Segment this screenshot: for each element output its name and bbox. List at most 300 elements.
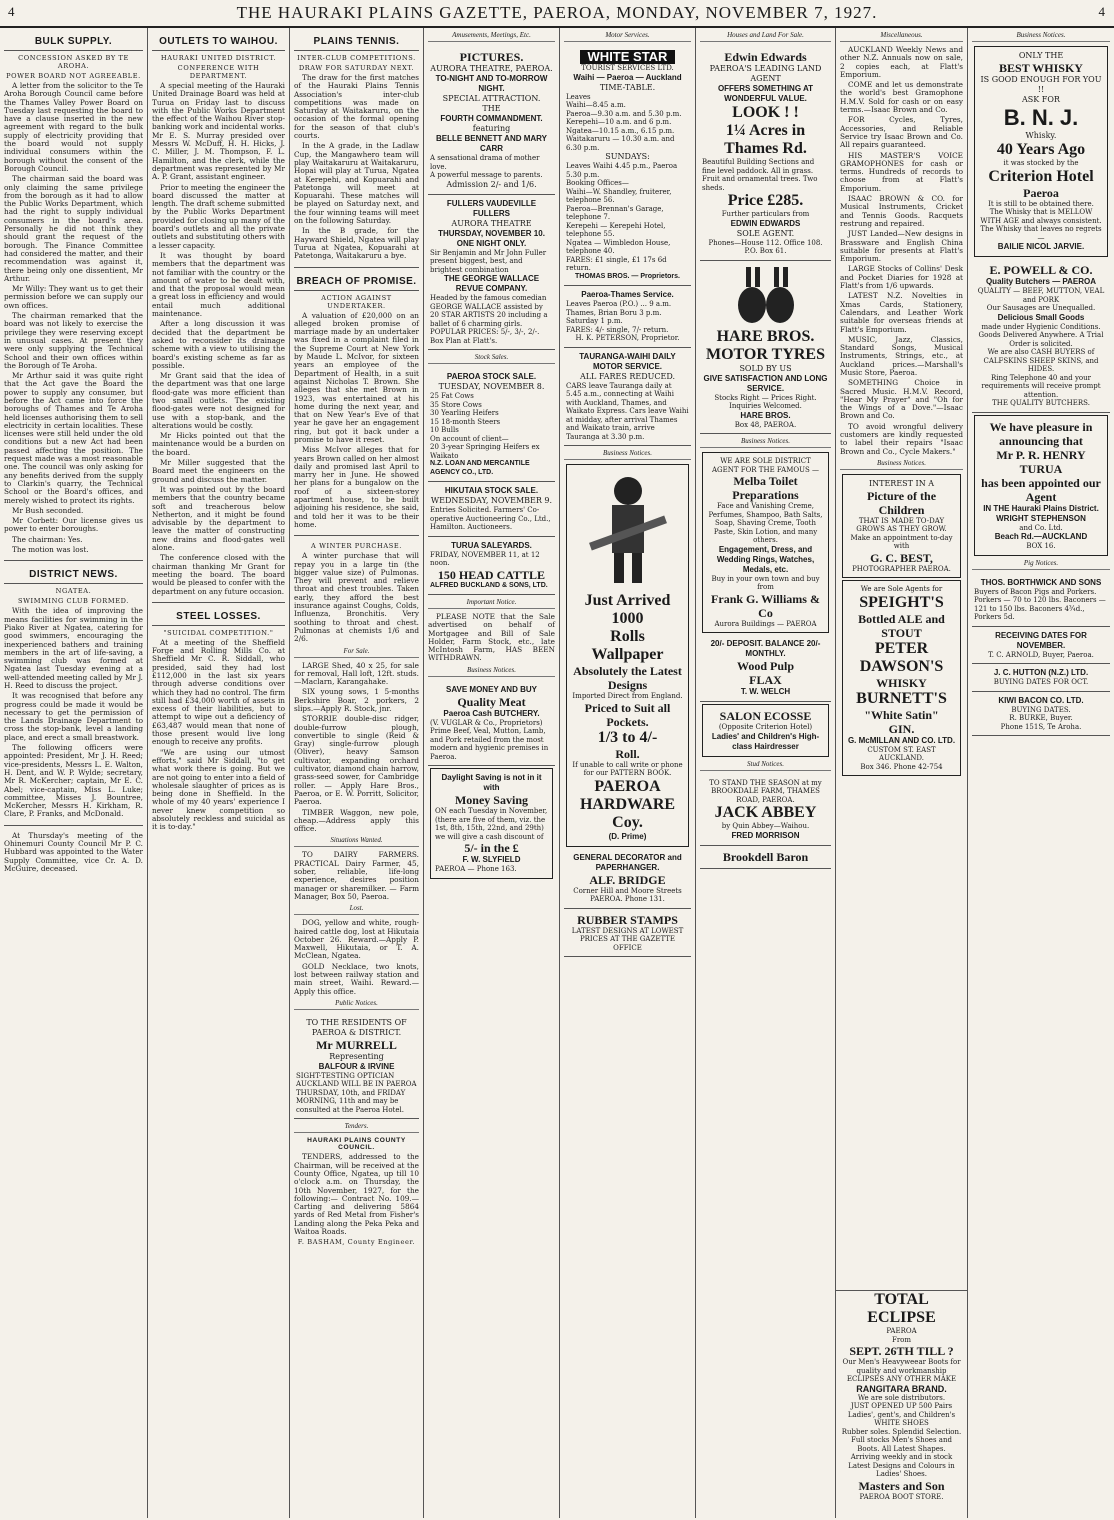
- ad-text: SUNDAYS:: [605, 152, 650, 161]
- column-outlets: [148, 28, 290, 1518]
- paragraph: At a meeting of the Sheffield Forge and Rolling Mills Co. at Sheffield Mr C. R. Siddall, who presided, said they had lost £112,000 in the last six years through adverse conditions over which they had no control. The firm still had £34,000 worth of assets in excess of their liabilities, but to attempt to wipe out a deficiency of £63,487 would mean that none of those present would live long enough to receive any profits.: [152, 637, 285, 747]
- ad-title: Wood Pulp: [736, 659, 795, 673]
- ad-text: Quality Butchers — PAEROA: [985, 277, 1097, 286]
- paragraph: Mr Bush seconded.: [12, 505, 84, 515]
- ad-title: Quality Meat: [457, 694, 526, 709]
- ad-text: Further particulars from: [721, 210, 810, 218]
- masthead: [0, 0, 1114, 28]
- classified: JUST Landed—New designs in Brassware and English China suitable for presents at Flatt's Emporium.: [840, 229, 963, 264]
- ad-text: From: [891, 1335, 912, 1344]
- subheading: DRAW FOR SATURDAY NEXT.: [298, 64, 415, 72]
- bnj-whisky-ad: [974, 46, 1108, 257]
- list-item: 25 Fat Cows: [430, 392, 474, 400]
- ad-title: BURNETT'S: [856, 689, 947, 707]
- ad-title: PAEROA STOCK SALE.: [446, 372, 537, 381]
- list-item: Ngatea — Wimbledon House, telephone 40.: [566, 238, 671, 255]
- section-label: Business Notices.: [972, 31, 1110, 42]
- paragraph: Miss McIvor alleges that for years Brown called on her almost daily and promised last April to marry her in June. He showed her plans for a bungalow on the roof of a sixteen-storey apartment house, to be built adjoining his residence, she said, and told her it was to be their home.: [294, 445, 419, 529]
- rubber-stamps-ad: [564, 909, 691, 958]
- ad-title: SALON ECOSSE: [719, 709, 812, 723]
- powell-ad: [972, 259, 1110, 413]
- ad-text: Arriving weekly and in stock Latest Designs and Colours in Ladies' Shoes.: [848, 1453, 955, 1478]
- list-item: Waihi—8.45 a.m.: [566, 101, 626, 109]
- ad-title: MOTOR TYRES: [706, 345, 825, 363]
- ad-text: THOMAS BROS. — Proprietors.: [574, 272, 680, 280]
- ad-title: GENERAL DECORATOR and PAPERHANGER.: [573, 852, 682, 872]
- ad-text: QUALITY — BEEF, MUTTON, VEAL and PORK: [977, 287, 1105, 304]
- ad-text: CARS leave Tauranga daily at 5.45 a.m., connecting at Waihi with Auckland, Thames, and Waikato Express. Cars leave Waihi at midday, after arrival Thames and Waikato train, arrive Tauranga at 3.30 p.m.: [566, 381, 689, 441]
- ad-text: Roll.: [615, 746, 640, 761]
- ad-title: Edwin Edwards: [724, 50, 807, 64]
- paragraph: The motion was lost.: [12, 545, 89, 555]
- hikutaia-ad: [428, 482, 555, 537]
- ad-text: Full stocks Men's Shoes and Boots. All Latest Shapes.: [851, 1436, 952, 1453]
- ad-text: Leaves Waihi 4.45 p.m., Paeroa 5.30 p.m.: [566, 162, 678, 179]
- ad-text: has been appointed our Agent: [981, 475, 1101, 504]
- ad-firm: PAEROA HARDWARE Coy.: [579, 777, 676, 831]
- slyfield-ad: [430, 768, 553, 879]
- ad-text: AURORA THEATRE: [451, 218, 532, 228]
- stock-sale-ad: [428, 368, 555, 482]
- ad-text: IN THE Hauraki Plains District.: [983, 503, 1099, 513]
- section-label: Stud Notices.: [700, 760, 831, 771]
- ad-text: AURORA THEATRE, PAEROA.: [430, 64, 553, 73]
- ad-text: FARES: £1 single, £1 17s 6d return.: [566, 255, 667, 272]
- ad-text: OFFERS SOMETHING AT WONDERFUL VALUE.: [717, 84, 814, 103]
- ad-text: Booking Offices—: [566, 179, 629, 187]
- ad-text: H. K. PETERSON, Proprietor.: [575, 334, 680, 342]
- classified: SIX young sows, 1 5-months Berkshire Boar, 2 porkers, 2 slips.—Apply R. Stock, jnr.: [294, 687, 419, 713]
- list-item: Waitakaruru — 10.30 a.m. and 6.30 p.m.: [566, 135, 675, 152]
- ad-text: Box 346. Phone 42-754: [860, 762, 943, 771]
- section-label: Important Notice.: [428, 598, 555, 609]
- decorator-ad: [564, 849, 691, 909]
- list-item: 20 3-year Springing Heifers ex Waikato: [430, 443, 540, 460]
- page-number-right: 4: [1098, 4, 1106, 19]
- ad-title: Paeroa-Thames Service.: [581, 290, 674, 299]
- subheading: INTER-CLUB COMPETITIONS.: [297, 54, 416, 62]
- ad-text: FRIDAY, NOVEMBER 11, at 12 noon.: [430, 550, 540, 567]
- classified: DOG, yellow and white, rough-haired cattle dog, lost at Hikutaia October 26. Reward.—Apply P. Maxwell, Hikutaia, or T. A. McClean, Ngatea.: [294, 918, 419, 961]
- ad-text: PAEROA BOOT STORE.: [859, 1492, 944, 1501]
- ad-price: Price £285.: [727, 192, 804, 209]
- borthwick-ad: [972, 574, 1110, 627]
- ad-text: "White Satin": [864, 707, 939, 722]
- ad-title: B. N. J.: [1003, 105, 1079, 130]
- ad-text: (Opposite Criterion Hotel): [718, 723, 813, 731]
- paragraph: TENDERS, addressed to the Chairman, will be received at the County Office, Ngatea, up till 10 o'clock a.m. on Thursday, the 10th November, 1927, for the following:— Contract No. 109.—Carting and delivering 5864 yards of Red Metal from Fisher's Landing along the Peka Peka and Waitoa Roads.: [294, 1152, 419, 1237]
- ad-text: BUYING DATES FOR OCT.: [993, 678, 1089, 686]
- place-name: NGATEA.: [55, 587, 92, 596]
- classified: STORRIE double-disc ridger, double-furrow plough, convertible to single (Reid & Gray) single-furrow plough (Oliver), heavy Samson cultivator, expanding orchard cultivator, diamond chain harrow, grass-seed sower, for Cambridge roller. — Apply Hare Bros., Paeroa, or E. W. Porritt, Solicitor, Paeroa.: [294, 714, 419, 807]
- list-item: 10 Bulls: [430, 426, 459, 434]
- optician-ad: [294, 1014, 419, 1120]
- hare-bros-ad: [700, 261, 831, 435]
- subheading: CONFERENCE WITH DEPARTMENT.: [177, 64, 260, 80]
- ad-text: Admission 2/- and 1/6.: [446, 179, 537, 189]
- headline: STEEL LOSSES.: [152, 611, 285, 626]
- ad-title: Melba Toilet Preparations: [732, 474, 799, 502]
- paragraph: A valuation of £20,000 on an alleged broken promise of marriage made by an undertaker was fixed in a complaint filed in the Supreme Court at New York by Maude L. McIvor, for sixteen years an employee of the Department of Health, in a suit against Nicholas T. Brown. She alleges that she met Brown in 1923, was entertained at his home during the next year, and that on New Year's Eve of that year he gave her an engagement ring, but got it back under a promise to have it reset.: [294, 310, 419, 444]
- ad-text: We are also CASH BUYERS of CALFSKINS SHEEP SKINS, and HIDES.: [983, 348, 1099, 373]
- ad-text: PHOTOGRAPHER PAEROA.: [852, 564, 951, 573]
- headline: BREACH OF PROMISE.: [294, 276, 419, 291]
- ad-text: featuring: [472, 124, 511, 133]
- list-item: 35 Store Cows: [430, 400, 482, 409]
- ad-title: TAURANGA-WAIHI DAILY MOTOR SERVICE.: [579, 351, 676, 371]
- column-houses-land: [696, 28, 836, 1518]
- ad-text: Headed by the famous comedian GEORGE WALLACE assisted by 20 STAR ARTISTS 20 including a ballet of 6 charming girls.: [430, 294, 548, 328]
- ad-text: Phones—House 112. Office 108. P.O. Box 61.: [708, 238, 823, 255]
- ad-text: JUST OPENED UP 500 Pairs Ladies', gent's, and Children's WHITE SHOES: [847, 1402, 956, 1427]
- section-label: Motor Services.: [564, 31, 691, 42]
- thames-service-ad: [564, 286, 691, 348]
- ad-text: SEPT. 26TH TILL ?: [849, 1344, 954, 1358]
- ad-text: CUSTOM ST. EAST AUCKLAND.: [867, 745, 936, 763]
- ad-name: ALF. BRIDGE: [589, 872, 666, 887]
- paragraph: It was recognised that before any progress could be made it would be necessary to get the permission of the Lands Drainage Department to cross the stop-bank, level a landing place, and erect a small breastwork.: [4, 691, 143, 742]
- ad-text: Box 48, PAEROA.: [734, 420, 797, 429]
- ad-title: PICTURES.: [459, 50, 524, 64]
- ad-text: Stocks Right — Prices Right. Inquiries Welcomed.: [714, 393, 817, 410]
- ad-name: T. W. WELCH: [740, 687, 791, 696]
- kiwi-bacon-ad: [972, 692, 1110, 737]
- ad-title: KIWI BACON CO. LTD.: [998, 695, 1084, 705]
- ad-text: If unable to call write or phone for our PATTERN BOOK.: [572, 760, 683, 777]
- paragraph: The conference closed with the chairman thanking Mr Grant for meeting the board. The board would be pleased to confer with the department on any future occasion.: [152, 553, 285, 596]
- ad-text: PAEROA: [886, 1327, 917, 1335]
- ad-text: ONLY THE: [1018, 51, 1064, 60]
- ad-text: THE GEORGE WALLACE REVUE COMPANY.: [443, 274, 540, 293]
- section-label: Pig Notices.: [972, 559, 1110, 570]
- ad-text: Whisky.: [1025, 131, 1057, 140]
- paragraph: Mr Grant said that the idea of the department was that one large flood-gate was more efficient than two small outlets. The existing flood-gates were not designed for use with a stop-bank, and the alterations would be costly.: [152, 371, 285, 430]
- paragraph: The draw for the first matches of the Hauraki Plains Tennis Association's inter-club competitions was made on Saturday at Waitakaruru, on the occasion of the formal opening for the season of that club's courts.: [294, 73, 419, 141]
- section-label: Stock Sales.: [428, 353, 555, 364]
- list-item: Paeroa—Brennan's Garage, telephone 7.: [566, 204, 664, 221]
- ad-name: Mr P. R. HENRY TURUA: [996, 447, 1086, 476]
- ad-text: ALL FARES REDUCED.: [579, 371, 676, 381]
- section-label: Miscellaneous.: [840, 31, 963, 42]
- hutton-ad: [972, 664, 1110, 692]
- paragraph: Mr Hicks pointed out that the maintenance would be a burden on the board.: [152, 431, 285, 457]
- ad-text: 40 Years Ago: [996, 141, 1086, 158]
- ad-text: Ring Telephone 40 and your requirements will receive prompt attention.: [981, 373, 1101, 399]
- ad-firm: BAILIE NICOL JARVIE.: [997, 242, 1085, 251]
- fullers-ad: [428, 195, 555, 351]
- ad-title: PETER DAWSON'S: [859, 639, 944, 675]
- ad-text: BOX 16.: [1026, 542, 1056, 550]
- section-label: Tenders.: [294, 1122, 419, 1133]
- list-item: Ngatea—10.15 a.m., 6.15 p.m.: [566, 126, 675, 135]
- ad-firm: BALFOUR & IRVINE: [318, 1061, 395, 1071]
- ad-text: 150 HEAD CATTLE: [437, 567, 546, 582]
- paragraph: With the idea of improving the means facilities for swimming in the Piako River at Ngatea, catering for good swimmers, encouraging the inexperienced bathers and training members in the art of life-saving, a swimming club was formed at Ngatea last Tuesday evening at a well-attended meeting called by Mr J. H. Reed to discuss the project.: [4, 606, 143, 690]
- ad-text: SAVE MONEY AND BUY: [446, 684, 537, 694]
- ad-name: G. C. BEST,: [870, 550, 933, 565]
- ad-text: THURSDAY, NOVEMBER 10. ONE NIGHT ONLY.: [438, 228, 545, 248]
- ad-text: Make an appointment to-day with: [850, 533, 953, 551]
- headline: PLAINS TENNIS.: [294, 36, 419, 51]
- ad-text: (D. Prime): [608, 831, 647, 841]
- ad-title: Picture of the Children: [866, 488, 937, 517]
- ad-text: Delicious Small Goods: [997, 312, 1085, 322]
- ad-text: BUYING DATES.: [1011, 705, 1071, 714]
- ad-firm: G. McMILLAN AND CO. LTD.: [847, 735, 956, 745]
- classified: TO DAIRY FARMERS. PRACTICAL Dairy Farmer, 45, sober, reliable, life-long experience, desires position manager or sharemilker. — Farm Manager, Box 50, Paeroa.: [294, 850, 419, 901]
- ad-text: It is still to be obtained there.: [988, 199, 1094, 208]
- ad-title: We have pleasure in announcing that: [989, 419, 1093, 448]
- classified: LATEST N.Z. Novelties in Xmas Cards, Stationery, Calendars, and Leather Work suitable for overseas friends at Flatt's Emporium.: [840, 291, 963, 334]
- turua-ad: [428, 537, 555, 596]
- edwards-ad: [700, 46, 831, 261]
- ad-text: 20/- DEPOSIT. BALANCE 20/- MONTHLY.: [710, 639, 821, 658]
- ad-text: BELLE BENNETT AND MARY CARR: [436, 134, 547, 153]
- ad-text: ASK FOR: [1022, 95, 1060, 104]
- paragraph: The chairman remarked that the board was not likely to exercise the privilege they were reserving except in unusual cases. At present they were only supplying the Technical School and their own offices within the Borough of Te Aroha.: [4, 311, 143, 370]
- classified: MUSIC, Jazz, Classics, Standard Songs, Musical Instruments, Strings, etc., at Auckland prices.—Marshall's Music Store, Paeroa.: [840, 334, 963, 377]
- ad-text: Bottled ALE and STOUT: [858, 611, 945, 640]
- headline: OUTLETS TO WAIHOU.: [152, 36, 285, 51]
- ad-title: HIKUTAIA STOCK SALE.: [444, 486, 539, 495]
- ad-firm: WRIGHT STEPHENSON: [996, 513, 1086, 523]
- ad-text: Corner Hill and Moore Streets PAEROA. Phone 131.: [573, 886, 682, 903]
- ad-title: SPEIGHT'S: [859, 593, 944, 611]
- ad-text: 5/- in the £: [464, 841, 519, 856]
- list-item: Kerepehi—10 a.m. and 6 p.m.: [566, 118, 672, 126]
- paragraph: Prior to meeting the engineer the board discussed the matter at length. The draft scheme submitted by the Public Works Department provided for closing up many of the board's outlets and all the private outlets and substituting others with a lesser capacity.: [152, 182, 285, 250]
- ad-text: WE ARE SOLE DISTRICT AGENT FOR THE FAMOUS —: [711, 457, 820, 474]
- salon-ad: [702, 704, 829, 757]
- column-business: [968, 28, 1114, 1518]
- ad-text: WEDNESDAY, NOVEMBER 9.: [430, 496, 553, 505]
- ad-title: E. POWELL & CO.: [989, 263, 1093, 277]
- headline: DISTRICT NEWS.: [4, 569, 143, 584]
- section-label: Public Notices.: [294, 999, 419, 1010]
- ad-text: GIN.: [888, 721, 915, 736]
- list-item: 30 Yearling Heifers: [430, 409, 499, 417]
- ad-heading: TO THE RESIDENTS OF PAEROA & DISTRICT.: [306, 1017, 407, 1037]
- ad-text: WHISKY: [876, 675, 927, 690]
- ad-name: Mr MURRELL: [316, 1037, 397, 1052]
- ad-text: Sir Benjamin and Mr John Fuller present biggest, best, and brightest combination: [430, 248, 547, 274]
- ad-text: Phone 151S, Te Aroha.: [1000, 722, 1082, 731]
- ad-text: ALFRED BUCKLAND & SONS, LTD.: [430, 581, 548, 589]
- list-item: 15 18-month Steers: [430, 417, 501, 426]
- ad-text: Leaves Paeroa (P.O.) ... 9 a.m. Thames, Brian Boru 3 p.m. Saturday 1 p.m.: [566, 300, 672, 325]
- section-label: Business Notices.: [564, 449, 691, 460]
- ad-text: Money Saving: [454, 793, 528, 808]
- ad-text: 1000: [611, 610, 644, 627]
- ad-text: Criterion Hotel: [988, 167, 1094, 185]
- section-label: For Sale.: [294, 647, 419, 658]
- paragraph: The following officers were appointed: President, Mr J. H. Reed; vice-presidents, Messrs L. E. Walton, H. Dent, and W. P. Wylde; secretary, Mr R. McKercher; captain, Mr E. C. Abel; vice-captain, Miss L. Luke; committee, Misses J. Bountree, McKercher, Messrs H. Kirkham, R. Clare, P. Franks, and McDonald.: [4, 743, 143, 819]
- ad-text: made under Hygienic Conditions.: [981, 322, 1101, 331]
- ad-body: SIGHT-TESTING OPTICIAN AUCKLAND WILL BE IN PAEROA THURSDAY, 10th, and FRIDAY MORNING, 11th and may be consulted at the Paeroa Hotel.: [296, 1071, 417, 1114]
- ad-title: RUBBER STAMPS: [577, 912, 678, 927]
- ad-title: FULLERS VAUDEVILLE FULLERS: [446, 198, 537, 218]
- paragraph: PLEASE NOTE that the Sale advertised on behalf of Mortgagee and Bill of Sale Holder, Farm Stock, etc., late McIntosh Farm, HAS BEEN WITHDRAWN.: [428, 612, 555, 663]
- ad-text: it was stocked by the: [1003, 159, 1079, 167]
- ad-title: TURUA SALEYARDS.: [451, 540, 532, 550]
- ad-text: HARE BROS.: [740, 410, 791, 420]
- film-title: FOURTH COMMANDMENT.: [440, 114, 543, 123]
- section-label: Business Notices.: [840, 459, 963, 470]
- ad-title: Just Arrived: [584, 592, 671, 609]
- ad-text: SPECIAL ATTRACTION.: [442, 94, 541, 103]
- ad-title: FLAX: [749, 673, 782, 687]
- ad-text: EDWIN EDWARDS: [730, 218, 801, 228]
- flax-ad: [700, 635, 831, 702]
- paragraph: A special meeting of the Hauraki United Drainage Board was held at Turua on Friday last to discuss with the Public Works Department the effect of the Waihou River stop-banking work and incidental works. Mr E. S. Murray presided over Messrs W. McDuff, H. H. Hicks, J. C. Miller, J. M. Thompson, F. L. Hamilton, and the clerk, while the department was represented by Mr A. P. Grant, assistant engineer.: [152, 81, 285, 182]
- list-item: Waihi—W. Shandley, fruiterer, telephone 56.: [566, 187, 672, 204]
- classified: TIMBER Waggon, new pole, cheap.—Address apply this office.: [294, 807, 419, 834]
- section-label: Business Notices.: [428, 666, 555, 677]
- column-bulk-supply: [0, 28, 148, 1518]
- ad-text: PAEROA'S LEADING LAND AGENT: [709, 64, 822, 83]
- ad-text: by Quin Abbey—Waihou.: [721, 822, 810, 830]
- section-label: Houses and Land For Sale.: [700, 31, 831, 42]
- subheading: HAURAKI UNITED DISTRICT.: [160, 54, 277, 62]
- subheading: "SUICIDAL COMPETITION.": [163, 628, 274, 637]
- ad-text: A powerful message to parents.: [430, 171, 543, 179]
- section-label: Lost.: [294, 904, 419, 915]
- classified: LARGE Stocks of Collins' Desk and Pocket Diaries for 1928 at Flatt's from 1/6 upwards.: [840, 264, 963, 291]
- ad-text: 1¼ Acres in Thames Rd.: [724, 122, 807, 157]
- ad-text: N.Z. LOAN AND MERCANTILE AGENCY CO., LTD.: [430, 460, 530, 476]
- ad-text: The Whisky that is MELLOW WITH AGE and always consistent.: [980, 208, 1102, 225]
- list-item: On account of client—: [430, 434, 509, 443]
- classified: HIS MASTER'S VOICE GRAMOPHONES for cash or terms. Hundreds of records to choose from at Flatt's Emporium.: [840, 150, 963, 193]
- paragraph: The chairman said the board was only claiming the same privilege from the borough as it had to allow the Public Works Department, which had the right to supply individual consumers in the board's area. Personally he did not think they should grant the request of the borough. The Finance Committee had considered the matter, and their recommendation was against it, there being only one dissentient, Mr Arthur.: [4, 174, 143, 283]
- paragraph: After a long discussion it was decided that the department be asked to reconsider its drainage scheme with a view to utilising the board's existing scheme as far as possible.: [152, 319, 285, 370]
- ad-text: We are Sole Agents for: [860, 585, 943, 594]
- section-label: Amusements, Meetings, Etc.: [428, 31, 555, 42]
- wright-stephenson-ad: [974, 415, 1108, 556]
- classified: GOLD Necklace, two knots, lost between railway station and main street, Waihi. Reward.—Apply this office.: [294, 961, 419, 996]
- ad-title: RECEIVING DATES FOR NOVEMBER.: [995, 630, 1087, 650]
- wallpaper-ad: [566, 464, 689, 847]
- ad-text: Goods Delivered Anywhere. A Trial Order is solicited.: [978, 331, 1104, 348]
- classified: TO avoid wrongful delivery customers are kindly requested to label their repairs "Isaac Brown and Co., Cycle Makers.": [840, 421, 963, 456]
- classified: ISAAC BROWN & CO. for Musical Instruments, Cricket and Tennis Goods. Racquets restrung and repaired.: [840, 194, 963, 228]
- subheading: CONCESSION ASKED BY TE AROHA.: [18, 54, 129, 70]
- column-amusements: [424, 28, 560, 1518]
- ad-title: Brookdell Baron: [722, 849, 809, 864]
- ad-text: Priced to Suit all Pockets.: [584, 700, 671, 729]
- column-tennis: [290, 28, 424, 1518]
- ad-text: Our Men's Heavyweear Boots for quality and workmanship ECLIPSES ANY OTHER MAKE: [842, 1358, 961, 1383]
- ad-text: The Whisky that leaves no regrets—: [980, 225, 1102, 242]
- ad-title: THOS. BORTHWICK AND SONS: [980, 577, 1102, 587]
- tenders-heading: HAURAKI PLAINS COUNTY COUNCIL.: [307, 1137, 406, 1152]
- ad-text: Ladies' and Children's High-class Hairdresser: [711, 731, 820, 751]
- paragraph: Mr Corbett: Our license gives us power to enter boroughs.: [4, 516, 143, 534]
- ad-firm: HARE BROS.: [716, 327, 815, 345]
- masthead-title: THE HAURAKI PLAINS GAZETTE, PAEROA, MONDAY, NOVEMBER 7, 1927.: [236, 3, 878, 22]
- baron-ad: [700, 846, 831, 869]
- paragraph: A winter purchase that will repay you in a large tin (the bigger value size) of Pulmonas. They will prevent and relieve throat and chest troubles. Taken early, they afford the best insurance against Coughs, Colds, Influenza, Bronchitis. Very soothing to throat and chest. Pulmonas at chemists 1/6 and 2/6.: [294, 551, 419, 644]
- ad-price: 1/3 to 4/-: [597, 728, 658, 746]
- ad-text: PAEROA — Phone 163.: [435, 865, 517, 874]
- ad-text: TUESDAY, NOVEMBER 8.: [438, 382, 545, 391]
- ad-text: BEST WHISKY: [999, 61, 1083, 75]
- eclipse-ad: [836, 1290, 968, 1518]
- ad-title: TOTAL ECLIPSE: [867, 1291, 936, 1326]
- butchery-ad: [428, 681, 555, 767]
- ad-text: TIME-TABLE.: [599, 82, 656, 92]
- ad-text: Engagement, Dress, and Wedding Rings, Watches, Medals, etc.: [716, 544, 815, 574]
- signature: F. BASHAM, County Engineer.: [297, 1238, 416, 1247]
- ad-text: THE QUALITY BUTCHERS.: [992, 399, 1090, 407]
- ad-text: LATEST DESIGNS AT LOWEST PRICES AT THE GAZETTE OFFICE: [571, 926, 684, 952]
- ad-text: Paeroa Cash BUTCHERY.: [443, 708, 540, 718]
- ad-text: A sensational drama of mother love.: [430, 154, 540, 171]
- classified: COME and let us demonstrate the world's best Gramophone H.M.V. Sold for cash or on easy terms.—Isaac Brown and Co.: [840, 80, 963, 115]
- ad-text: Imported Direct from England.: [572, 692, 683, 700]
- ad-text: Face and Vanishing Creme, Perfumes, Shampoo, Bath Salts, Soap, Shaving Creme, Tooth Paste, Skin Lotion, and many others.: [708, 502, 823, 544]
- ad-text: Buyers of Bacon Pigs and Porkers. Porkers — 70 to 120 lbs. Baconers — 121 to 150 lbs. Baconers 4¾d., Porkers 5d.: [974, 587, 1106, 621]
- ad-text: SOLD BY US: [739, 363, 792, 373]
- white-star-logo: WHITE STAR: [580, 50, 676, 64]
- paragraph: At Thursday's meeting of the Ohinemuri County Council Mr P. C. Hubbard was appointed to the Water Supply Committee, vice Cr. A. D. McGuire, deceased.: [4, 830, 143, 873]
- pictures-ad: [428, 46, 555, 195]
- ad-text: INTEREST IN A: [868, 478, 935, 488]
- paragraph: Mr Willy: They want us to get their permission before we can supply our own offices.: [4, 284, 143, 310]
- hare-rabbits-icon: [726, 265, 806, 325]
- ad-text: F. W. SLYFIELD: [462, 855, 521, 865]
- ad-text: SOLE AGENT.: [736, 228, 795, 238]
- ad-firm: Masters and Son: [858, 1478, 945, 1493]
- ad-text: Beautiful Building Sections and fine level paddock. All in grass. Fruit and ornamental trees. Two sheds.: [702, 158, 818, 192]
- subheading: SWIMMING CLUB FORMED.: [18, 597, 129, 606]
- mcmillan-ad: [842, 580, 961, 776]
- ad-text: Absolutely the Latest Designs: [573, 664, 682, 692]
- ad-text: LOOK ! !: [732, 104, 799, 121]
- ad-text: Beach Rd.—AUCKLAND: [994, 532, 1088, 541]
- section-label: Business Notices.: [700, 437, 831, 448]
- paragraph: In the B grade, for the Hayward Shield, Ngatea will play Turua at Ngatea, Kopuarahi at Patetonga, Waitakaruru a bye.: [294, 226, 419, 261]
- paragraph: "We are using our utmost efforts," said Mr Siddall, "to get what work there is going. But we are not going to enter into a field of wholesale slaughter of prices as is being done in Sheffield. In the whole of my 40 years' experience I never knew competition so absolutely reckless and suicidal as it is to-day.": [152, 747, 285, 832]
- column-motor-services: [560, 28, 696, 1518]
- ad-text: FARES: 4/- single, 7/- return.: [566, 325, 669, 334]
- ad-text: TO STAND THE SEASON at my BROOKDALE FARM, THAMES ROAD, PAEROA.: [709, 778, 822, 804]
- ad-text: ON each Tuesday in November, (there are five of them, viz. the 1st, 8th, 15th, 22nd, and 29th) we will give a cash discount of: [435, 807, 548, 841]
- classified: LARGE Shed, 40 x 25, for sale for removal, Hall loft, 12ft. studs.—Maclarn, Karangahake.: [294, 660, 419, 687]
- ad-text: T. C. ARNOLD, Buyer, Paeroa.: [988, 650, 1094, 659]
- paragraph: Mr Miller suggested that the Board meet the engineers on the ground and discuss the matter.: [152, 458, 285, 484]
- ad-text: Wallpaper: [591, 646, 664, 663]
- ad-text: Leaves: [566, 92, 591, 101]
- list-item: Paeroa—9.30 a.m. and 5.30 p.m.: [566, 109, 682, 118]
- list-item: Kerepehi — Kerepehi Hotel, telephone 55.: [566, 221, 666, 238]
- ad-title: Daylight Saving is not in it with: [441, 773, 542, 793]
- stud-ad: [700, 775, 831, 846]
- ad-text: Entries Solicited. Farmers' Co-operative Auctioneering Co., Ltd., Hamilton. Auctioneers.: [430, 506, 551, 531]
- section-label: Situations Wanted.: [294, 836, 419, 847]
- ad-text: Rubber soles. Splendid Selection.: [841, 1427, 962, 1436]
- ad-text: Our Sausages are Unequalled.: [986, 304, 1096, 312]
- ad-text: and Co. Ltd.: [1019, 523, 1063, 532]
- white-star-ad: [564, 46, 691, 286]
- ad-text: GIVE SATISFACTION AND LONG SERVICE.: [703, 373, 828, 393]
- tauranga-ad: [564, 348, 691, 447]
- ad-text: IS GOOD ENOUGH FOR YOU !!: [980, 75, 1102, 94]
- paragraph: A letter from the solicitor to the Te Aroha Borough Council came before the Thames Valley Power Board on Tuesday last requesting the board to have a clause inserted in the new agreement with regard to the bulk supply of electricity providing that the board would not supply individual consumers within the borough without the consent of the Borough Council.: [4, 81, 143, 173]
- route: Waihi — Paeroa — Auckland: [573, 72, 682, 82]
- page-number-left: 4: [8, 4, 16, 19]
- classified: SOMETHING Choice in Sacred Music. H.M.V. Record, "Hear My Prayer" and "Oh for the Wings of a Dove."—Isaac Brown and Co.: [840, 378, 963, 421]
